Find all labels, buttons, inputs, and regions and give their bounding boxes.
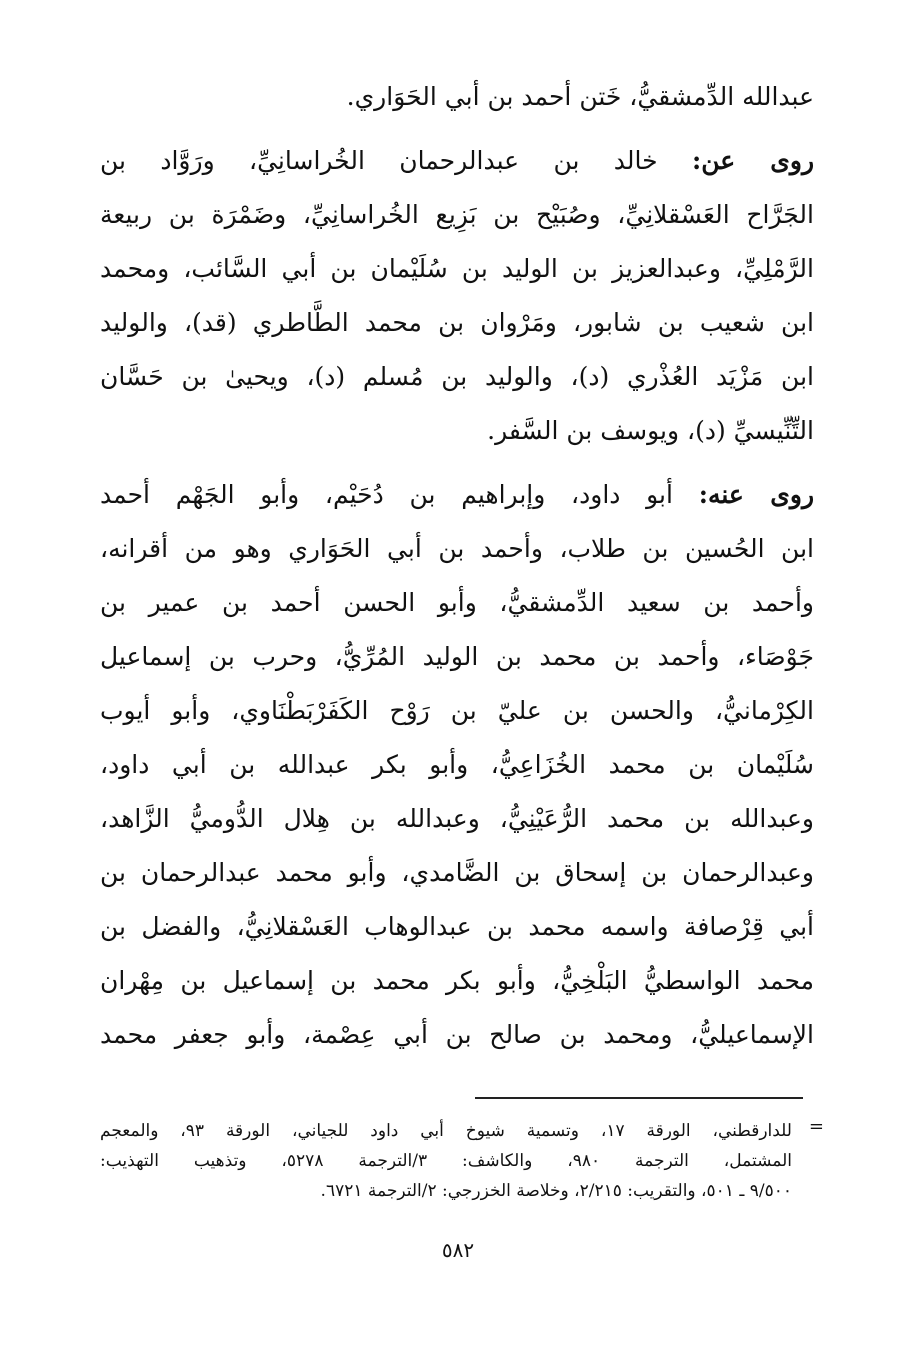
- footnote: [100, 1116, 824, 1206]
- text-line: ابن مَزْيَد العُذْري (د)، والوليد بن مُسلم (د)، ويحيىٰ بن حَسَّان: [100, 362, 814, 391]
- text-line: ابن شعيب بن شابور، ومَرْوان بن محمد الطَّاطري (قد)، والوليد: [100, 308, 814, 337]
- footnote-body: [100, 1116, 814, 1206]
- text-line: الكِرْمانيُّ، والحسن بن عليّ بن رَوْح الكَفَرْبَطْنَاوي، وأبو أيوب: [100, 696, 814, 725]
- footnote-line: المشتمل، الترجمة ٩٨٠، والكاشف: ٣/الترجمة ٥٢٧٨، وتذهيب التهذيب:: [100, 1151, 792, 1171]
- page-number: ٥٨٢: [441, 1238, 475, 1262]
- footnote-continuation-marker: =: [808, 1116, 824, 1137]
- text-line-content: أبو داود، وإبراهيم بن دُحَيْم، وأبو الجَهْم أحمد: [100, 480, 673, 509]
- text-line: وعبدالرحمان بن إسحاق بن الضَّامدي، وأبو محمد عبدالرحمان بن: [100, 858, 814, 887]
- narrated-from-label: روى عن:: [692, 146, 814, 175]
- narrated-from-paragraph: [100, 134, 814, 458]
- text-line: الجَرَّاح العَسْقلانِيِّ، وصُبَيْح بن بَزِيع الخُراسانِيِّ، وضَمْرَة بن ربيعة: [100, 200, 814, 229]
- text-line: أبي قِرْصافة واسمه محمد بن عبدالوهاب العَسْقلانِيُّ، والفضل بن: [100, 912, 814, 941]
- text-line: وأحمد بن سعيد الدِّمشقيُّ، وأبو الحسن أحمد بن عمير بن: [100, 588, 814, 617]
- narrated-by-paragraph: [100, 468, 814, 1062]
- text-line: عبدالله الدِّمشقيُّ، خَتن أحمد بن أبي الحَوَاري.: [346, 82, 814, 111]
- text-line: الإسماعيليُّ، ومحمد بن صالح بن أبي عِصْمة، وأبو جعفر محمد: [100, 1020, 814, 1049]
- text-line: ابن الحُسين بن طلاب، وأحمد بن أبي الحَوَاري وهو من أقرانه،: [100, 534, 814, 563]
- narrated-by-label: روى عنه:: [698, 480, 814, 509]
- footnote-line: ٩/٥٠٠ ـ ٥٠١، والتقريب: ٢/٢١٥، وخلاصة الخزرجي: ٢/الترجمة ٦٧٢١.: [320, 1181, 792, 1201]
- intro-paragraph: [100, 70, 814, 124]
- text-line: وعبدالله بن محمد الرُّعَيْنِيُّ، وعبدالله بن هِلال الدُّوميُّ الزَّاهد،: [100, 804, 814, 833]
- text-line: التِّنِّيسيِّ (د)، ويوسف بن السَّفر.: [487, 416, 814, 445]
- footnote-divider: [475, 1097, 803, 1099]
- text-line: محمد الواسطيُّ البَلْخِيُّ، وأبو بكر محمد بن إسماعيل بن مِهْران: [100, 966, 814, 995]
- text-line: [100, 134, 814, 188]
- text-line: سُلَيْمان بن محمد الخُزَاعِيُّ، وأبو بكر عبدالله بن أبي داود،: [100, 750, 814, 779]
- text-line: [100, 468, 814, 522]
- text-line: جَوْصَاء، وأحمد بن محمد بن الوليد المُرِّيُّ، وحرب بن إسماعيل: [100, 642, 814, 671]
- text-line-content: خالد بن عبدالرحمان الخُراسانِيِّ، ورَوَّاد بن: [100, 146, 658, 175]
- main-text: [100, 70, 814, 1072]
- text-line: الرَّمْلِيِّ، وعبدالعزيز بن الوليد بن سُلَيْمان بن أبي السَّائب، ومحمد: [100, 254, 814, 283]
- footnote-line: للدارقطني، الورقة ١٧، وتسمية شيوخ أبي داود للجياني، الورقة ٩٣، والمعجم: [100, 1121, 792, 1141]
